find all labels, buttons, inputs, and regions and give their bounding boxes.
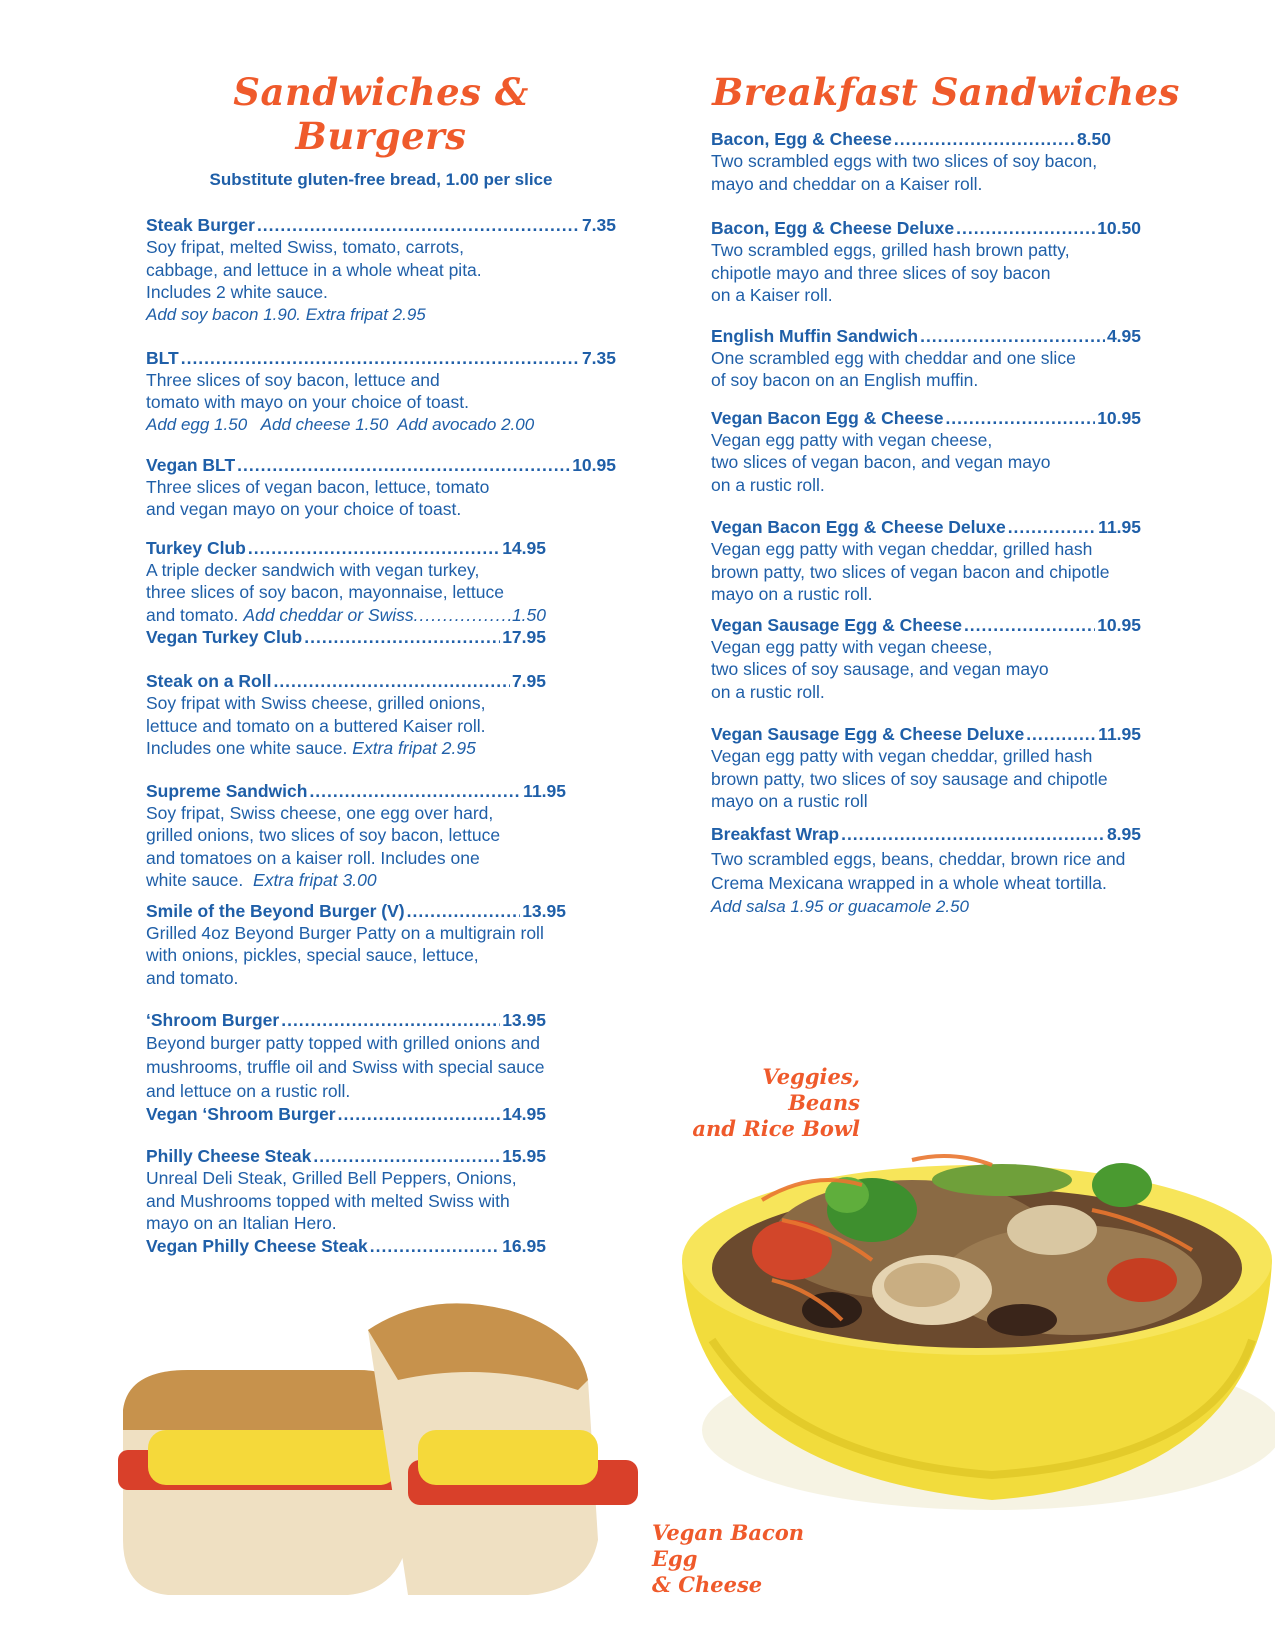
item-name: Vegan Turkey Club (146, 627, 303, 647)
item-description: Includes one white sauce. (146, 738, 348, 758)
item-description: on a Kaiser roll. (711, 285, 833, 305)
item-description: lettuce and tomato on a buttered Kaiser roll. (146, 715, 486, 736)
item-description: A triple decker sandwich with vegan turkey, (146, 559, 480, 580)
item-addon-note: Add egg 1.50 Add cheese 1.50 Add avocado 2.00 (146, 414, 535, 434)
rice-bowl-photo (672, 1090, 1275, 1520)
item-name: Breakfast Wrap (711, 823, 840, 844)
item-price: 13.95 (502, 1010, 546, 1030)
item-price: 10.50 (1097, 218, 1141, 238)
menu-item-steak-on-a-roll (146, 670, 546, 760)
item-description: mushrooms, truffle oil and Swiss with special sauce (146, 1057, 545, 1077)
item-description: Soy fripat, melted Swiss, tomato, carrots, (146, 237, 465, 257)
item-name: Steak on a Roll (146, 671, 272, 691)
menu-item-philly-cheese-steak (146, 1145, 546, 1257)
item-description: Two scrambled eggs, grilled hash brown patty, (711, 240, 1070, 260)
item-price: 17.95 (502, 627, 546, 647)
item-name: Vegan BLT (146, 454, 236, 475)
item-name: Turkey Club (146, 537, 246, 558)
item-description: brown patty, two slices of soy sausage and chipotle (711, 768, 1108, 789)
gluten-free-note: Substitute gluten-free bread, 1.00 per slice (209, 170, 553, 189)
item-name: Vegan Sausage Egg & Cheese (711, 614, 962, 635)
item-description: and tomatoes on a kaiser roll. Includes one (146, 847, 480, 868)
item-description: two slices of vegan bacon, and vegan mayo (711, 452, 1051, 472)
breakfast-sandwiches-column (711, 70, 1191, 919)
menu-item-turkey-club (146, 537, 546, 649)
menu-item-bacon-egg-cheese-deluxe (711, 217, 1141, 307)
item-description: and lettuce on a rustic roll. (146, 1081, 351, 1101)
item-price: 14.95 (502, 537, 546, 558)
item-description: mayo on a rustic roll (711, 791, 868, 811)
menu-item-bacon-egg-cheese (711, 128, 1111, 195)
item-name: English Muffin Sandwich (711, 325, 919, 346)
item-description: chipotle mayo and three slices of soy bacon (711, 262, 1051, 283)
item-price: 11.95 (523, 780, 566, 801)
item-description: Three slices of vegan bacon, lettuce, tomato (146, 476, 490, 497)
item-description: of soy bacon on an English muffin. (711, 370, 979, 390)
item-description: One scrambled egg with cheddar and one slice (711, 347, 1076, 368)
item-description: brown patty, two slices of vegan bacon and chipotle (711, 561, 1110, 582)
item-description: Three slices of soy bacon, lettuce and (146, 369, 440, 390)
item-description: and tomato. (146, 604, 239, 625)
addon-price: 1.50 (511, 604, 546, 625)
caption-line: Vegan Bacon Egg (652, 1520, 805, 1571)
menu-item-english-muffin (711, 325, 1141, 392)
item-name: Vegan Philly Cheese Steak (146, 1235, 368, 1256)
section-title-breakfast: Breakfast Sandwiches (712, 70, 1180, 114)
item-price: 4.95 (1106, 325, 1141, 346)
item-description: and Mushrooms topped with melted Swiss with (146, 1190, 510, 1211)
menu-item-steak-burger (146, 214, 616, 326)
item-name: Vegan Bacon Egg & Cheese Deluxe (711, 517, 1006, 537)
item-description: cabbage, and lettuce in a whole wheat pita. (146, 259, 482, 280)
item-name: Vegan Bacon Egg & Cheese (711, 407, 944, 428)
item-description: grilled onions, two slices of soy bacon, lettuce (146, 825, 501, 845)
item-price: 13.95 (522, 900, 566, 921)
item-description: on a rustic roll. (711, 474, 825, 495)
item-description: Vegan egg patty with vegan cheddar, grilled hash (711, 539, 1093, 559)
item-price: 10.95 (1097, 614, 1141, 635)
menu-item-vegan-sausage-egg-cheese-deluxe (711, 723, 1141, 813)
menu-item-smile-beyond-burger (146, 900, 566, 990)
item-description: mayo on an Italian Hero. (146, 1213, 337, 1233)
item-description: three slices of soy bacon, mayonnaise, lettuce (146, 582, 504, 602)
item-name: Vegan Sausage Egg & Cheese Deluxe (711, 724, 1025, 744)
caption-line: & Cheese (652, 1572, 763, 1597)
item-price: 7.95 (511, 671, 546, 691)
item-description: Beyond burger patty topped with grilled onions and (146, 1033, 541, 1053)
item-name: Smile of the Beyond Burger (V) (146, 900, 405, 921)
menu-item-vegan-bacon-egg-cheese-deluxe (711, 516, 1141, 606)
item-description: two slices of soy sausage, and vegan mayo (711, 659, 1049, 679)
item-addon-note: Extra fripat 3.00 (253, 870, 377, 890)
item-price: 15.95 (502, 1146, 546, 1166)
menu-item-breakfast-wrap (711, 823, 1141, 919)
menu-item-vegan-sausage-egg-cheese (711, 614, 1141, 704)
item-addon-note: Extra fripat 2.95 (352, 738, 476, 758)
item-price: 8.95 (1106, 823, 1141, 844)
item-description: Vegan egg patty with vegan cheese, (711, 636, 993, 657)
menu-item-vegan-blt (146, 454, 616, 521)
item-description: Unreal Deli Steak, Grilled Bell Peppers, Onions, (146, 1168, 517, 1188)
item-name: Philly Cheese Steak (146, 1146, 312, 1166)
item-name: ‘Shroom Burger (146, 1010, 280, 1030)
caption-line: and Rice Bowl (692, 1116, 860, 1141)
item-description: and tomato. (146, 967, 239, 988)
item-description: Two scrambled eggs with two slices of soy bacon, (711, 151, 1098, 171)
item-name: Bacon, Egg & Cheese (711, 129, 892, 149)
section-title-sandwiches: Sandwiches & Burgers (233, 70, 529, 158)
item-name: Supreme Sandwich (146, 780, 308, 801)
item-description: white sauce. (146, 870, 244, 890)
menu-item-vegan-bacon-egg-cheese (711, 407, 1141, 497)
item-price: 14.95 (502, 1104, 546, 1124)
menu-item-shroom-burger (146, 1009, 546, 1125)
item-description: Soy fripat, Swiss cheese, one egg over hard, (146, 802, 494, 823)
item-description: and vegan mayo on your choice of toast. (146, 499, 462, 519)
item-description: Vegan egg patty with vegan cheddar, grilled hash (711, 746, 1093, 766)
sandwiches-burgers-column (146, 70, 616, 1257)
item-name: Steak Burger (146, 215, 255, 235)
item-description: Soy fripat with Swiss cheese, grilled onions, (146, 693, 486, 713)
item-price: 11.95 (1098, 724, 1141, 744)
caption-rice-bowl (690, 1064, 860, 1142)
item-price: 16.95 (502, 1235, 546, 1256)
item-price: 10.95 (1097, 407, 1141, 428)
item-price: 11.95 (1098, 517, 1141, 537)
item-addon-note: Add salsa 1.95 or guacamole 2.50 (711, 896, 970, 916)
item-description: mayo on a rustic roll. (711, 584, 873, 604)
item-name: BLT (146, 347, 179, 368)
item-description: Includes 2 white sauce. (146, 282, 328, 302)
item-description: Grilled 4oz Beyond Burger Patty on a multigrain roll (146, 922, 544, 943)
item-addon-note: Add soy bacon 1.90. Extra fripat 2.95 (146, 304, 426, 324)
item-description: Crema Mexicana wrapped in a whole wheat tortilla. (711, 872, 1107, 893)
item-description: Two scrambled eggs, beans, cheddar, brown rice and (711, 848, 1126, 869)
item-description: tomato with mayo on your choice of toast. (146, 392, 469, 412)
item-price: 10.95 (572, 454, 616, 475)
caption-vegan-bacon-egg-cheese (652, 1520, 852, 1598)
menu-item-blt (146, 347, 616, 436)
item-price: 8.50 (1076, 129, 1111, 149)
item-price: 7.35 (581, 215, 616, 235)
item-description: Vegan egg patty with vegan cheese, (711, 429, 993, 450)
item-description: mayo and cheddar on a Kaiser roll. (711, 173, 983, 194)
breakfast-sandwich-photo (108, 1300, 678, 1600)
item-description: on a rustic roll. (711, 681, 825, 702)
menu-item-supreme-sandwich (146, 780, 566, 892)
item-price: 7.35 (581, 347, 616, 368)
item-name: Vegan ‘Shroom Burger (146, 1104, 336, 1124)
caption-line: Veggies, Beans (762, 1064, 860, 1115)
addon-name: Add cheddar or Swiss (243, 604, 414, 625)
item-name: Bacon, Egg & Cheese Deluxe (711, 218, 955, 238)
item-description: with onions, pickles, special sauce, lettuce, (146, 945, 479, 965)
